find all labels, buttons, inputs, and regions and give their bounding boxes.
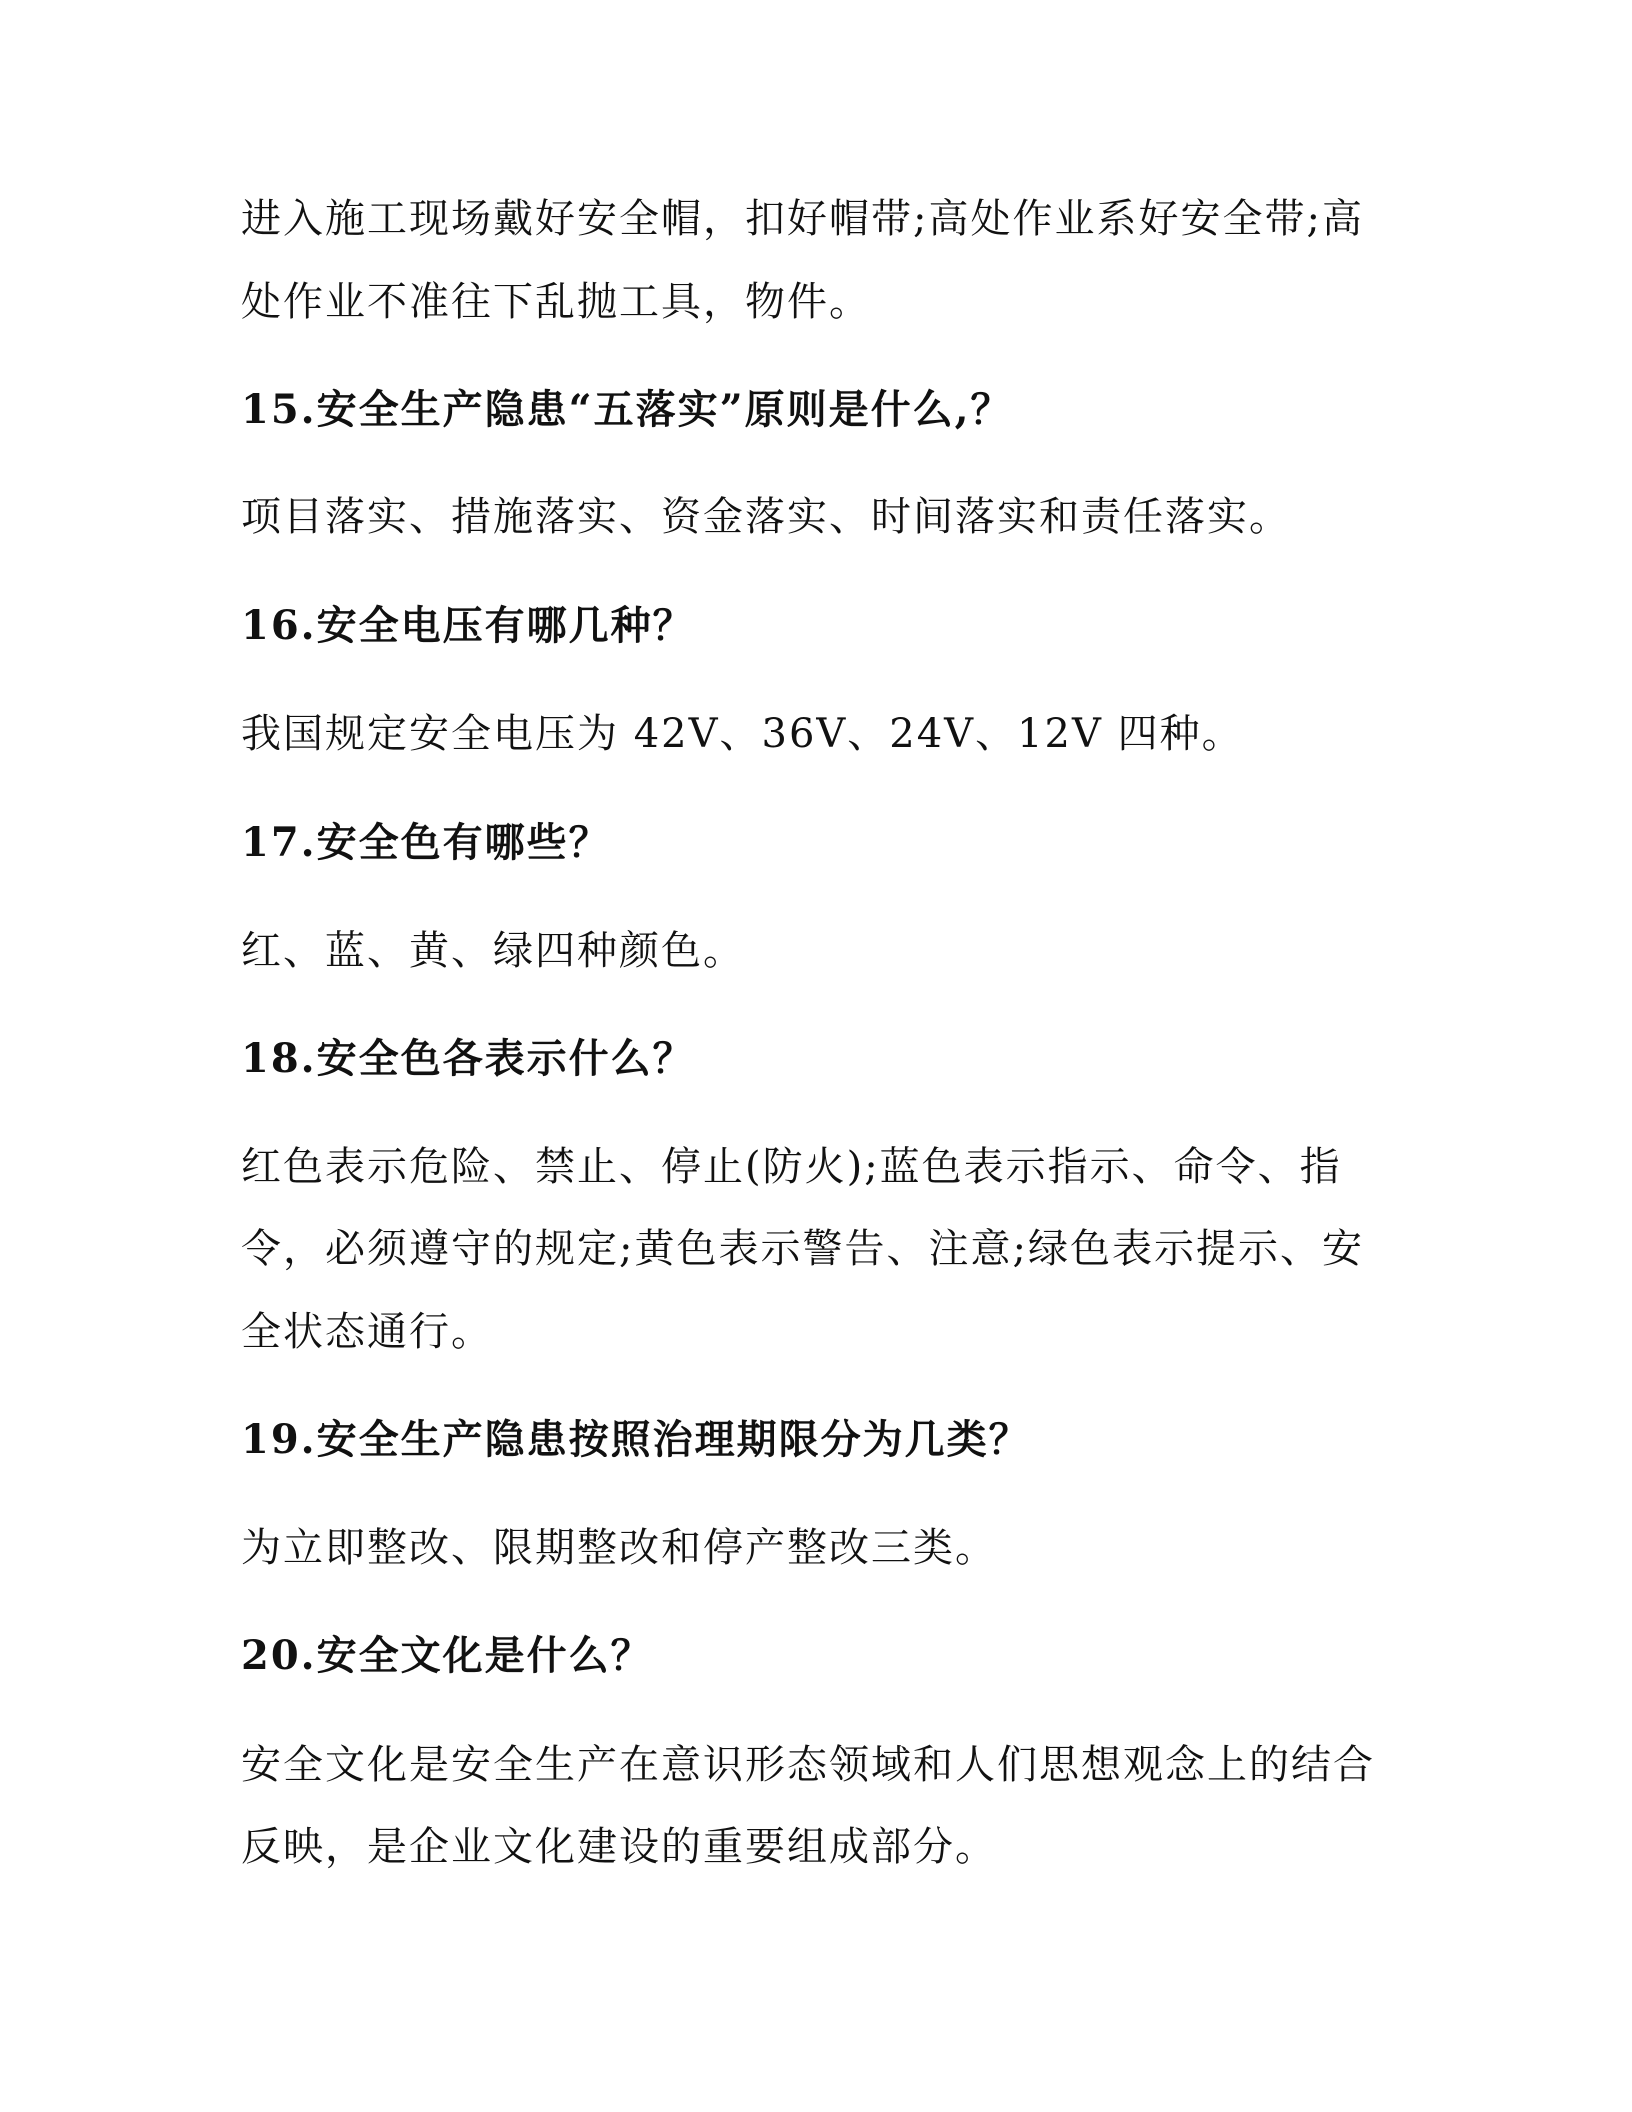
question-15: 15.安全生产隐患“五落实”原则是什么,？ <box>241 386 1013 433</box>
question-19: 19.安全生产隐患按照治理期限分为几类？ <box>241 1416 1031 1463</box>
question-16: 16.安全电压有哪几种？ <box>241 602 695 649</box>
question-20: 20.安全文化是什么？ <box>241 1632 653 1679</box>
answer-15: 项目落实、措施落实、资金落实、时间落实和责任落实。 <box>241 494 1291 540</box>
question-18: 18.安全色各表示什么？ <box>241 1035 695 1082</box>
answer-18-line-1: 红色表示危险、禁止、停止(防火);蓝色表示指示、命令、指 <box>241 1144 1342 1190</box>
answer-19: 为立即整改、限期整改和停产整改三类。 <box>241 1525 997 1571</box>
answer-16: 我国规定安全电压为 42V、36V、24V、12V 四种。 <box>241 711 1244 757</box>
answer-20-line-1: 安全文化是安全生产在意识形态领域和人们思想观念上的结合 <box>241 1742 1375 1788</box>
answer-14-line-1: 进入施工现场戴好安全帽，扣好帽带;高处作业系好安全带;高 <box>241 196 1364 242</box>
answer-20-line-2: 反映，是企业文化建设的重要组成部分。 <box>241 1824 997 1870</box>
question-17: 17.安全色有哪些？ <box>241 819 611 866</box>
answer-18-line-3: 全状态通行。 <box>241 1309 493 1355</box>
answer-17: 红、蓝、黄、绿四种颜色。 <box>241 928 745 974</box>
answer-18-line-2: 令，必须遵守的规定;黄色表示警告、注意;绿色表示提示、安 <box>241 1226 1364 1272</box>
answer-14-line-2: 处作业不准往下乱抛工具，物件。 <box>241 279 871 325</box>
